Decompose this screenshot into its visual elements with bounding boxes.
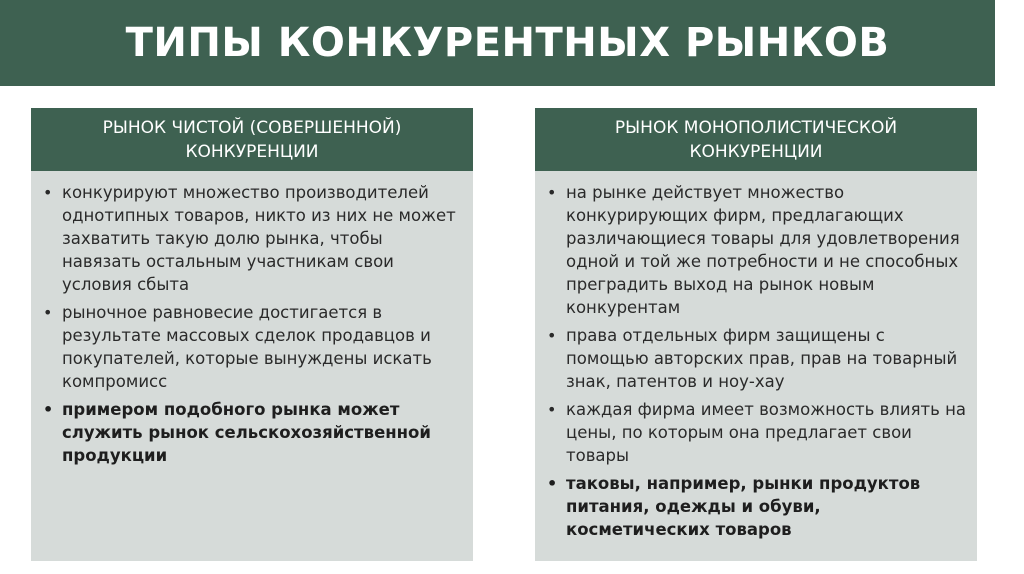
list-item xyxy=(43,398,463,467)
bullet-icon: • xyxy=(547,474,558,493)
list-item-text: на рынке действует множество конкурирующих фирм, предлагающих различающиеся товары для удовлетворения одной и той же потребности и не способных преградить выход на рынок новым конкурентам xyxy=(566,183,960,317)
list-item xyxy=(547,324,967,393)
list-item-text: таковы, например, рынки продуктов питания, одежды и обуви, косметических товаров xyxy=(566,474,921,539)
list-item-text: примером подобного рынка может служить рынок сельскохозяйственной продукции xyxy=(62,400,431,465)
column-perfect-competition xyxy=(31,108,473,561)
list-item xyxy=(43,181,463,296)
bullet-icon: • xyxy=(43,400,54,419)
list-item-text: права отдельных фирм защищены с помощью авторских прав, прав на товарный знак, патентов и ноу-хау xyxy=(566,326,958,391)
column-body xyxy=(31,171,473,561)
bullet-icon: • xyxy=(547,400,557,419)
column-header-text: РЫНОК МОНОПОЛИСТИЧЕСКОЙ КОНКУРЕНЦИИ xyxy=(614,117,898,162)
list-item xyxy=(547,398,967,467)
list-item-text: рыночное равновесие достигается в результате массовых сделок продавцов и покупателей, которые вынуждены искать компромисс xyxy=(62,303,432,391)
column-body xyxy=(535,171,977,561)
page-title: ТИПЫ КОНКУРЕНТНЫХ РЫНКОВ xyxy=(125,20,890,66)
list-item xyxy=(547,472,967,541)
bullet-icon: • xyxy=(547,326,557,345)
list-item-text: каждая фирма имеет возможность влиять на цены, по которым она предлагает свои товары xyxy=(566,400,967,465)
column-header xyxy=(535,108,977,171)
title-bar xyxy=(0,0,995,86)
list-item xyxy=(43,301,463,393)
bullet-icon: • xyxy=(43,183,53,202)
column-monopolistic-competition xyxy=(535,108,977,561)
bullet-list xyxy=(547,181,967,541)
bullet-list xyxy=(43,181,463,467)
column-header-text: РЫНОК ЧИСТОЙ (СОВЕРШЕННОЙ) КОНКУРЕНЦИИ xyxy=(102,117,402,162)
list-item xyxy=(547,181,967,319)
bullet-icon: • xyxy=(43,303,53,322)
bullet-icon: • xyxy=(547,183,557,202)
column-header xyxy=(31,108,473,171)
list-item-text: конкурируют множество производителей однотипных товаров, никто из них не может захватить такую долю рынка, чтобы навязать остальным участникам свои условия сбыта xyxy=(62,183,456,294)
